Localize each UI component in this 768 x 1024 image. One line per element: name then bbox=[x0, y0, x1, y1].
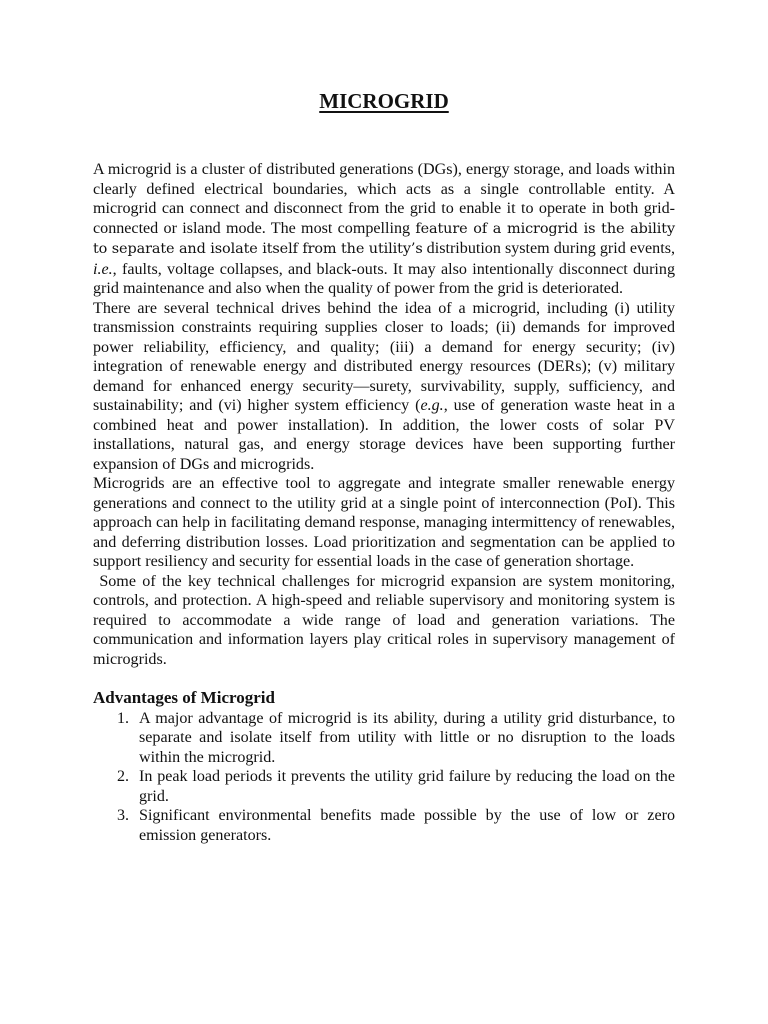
list-item bbox=[93, 806, 675, 845]
intro-text-2: feature of a microgrid is the ability to separate and isolate itself from the utility’s bbox=[93, 220, 675, 257]
list-item-text: In peak load periods it prevents the utility grid failure by reducing the load on the grid. bbox=[139, 768, 675, 805]
challenges-paragraph: Some of the key technical challenges for microgrid expansion are system monitoring, controls, and protection. A high-speed and reliable supervisory and monitoring system is required to accommodate a wide range of load and generation variations. The communication and information layers play critical roles in supervisory management of microgrids. bbox=[93, 572, 680, 668]
list-item-number: 1. bbox=[117, 709, 130, 727]
page-title: MICROGRID bbox=[319, 89, 449, 113]
list-item-text: A major advantage of microgrid is its ability, during a utility grid disturbance, to separate and isolate itself from utility with little or no disruption to the loads within the microgrid. bbox=[139, 709, 675, 766]
intro-text-3: distribution system during grid events, bbox=[422, 240, 675, 257]
document-body bbox=[93, 160, 680, 845]
drives-eg: e.g. bbox=[420, 397, 444, 414]
drives-text-1: There are several technical drives behind the idea of a microgrid, including (i) utility transmission constraints requiring supplies closer to loads; (ii) demands for improved power reliability, efficiency, and quality; (iii) a demand for energy security; (iv) integration of renewable energy and distributed energy resources (DERs); (v) military demand for enhanced energy security—surety, survivability, supply, sufficiency, and sustainability; and (vi) higher system efficiency ( bbox=[93, 299, 675, 414]
advantages-heading: Advantages of Microgrid bbox=[93, 688, 275, 707]
drives-paragraph bbox=[93, 299, 675, 475]
intro-text-1: A microgrid is a cluster of distributed generations (DGs), energy storage, and loads within clearly defined electrical boundaries, which acts as a single controllable entity. A microgrid can connect and disconnect from the grid to enable it to operate in both grid-connected or island mode. The most compelling bbox=[93, 161, 675, 237]
list-item bbox=[93, 709, 675, 768]
intro-ie: i.e. bbox=[93, 260, 113, 278]
tools-paragraph: Microgrids are an effective tool to aggregate and integrate smaller renewable energy generations and connect to the utility grid at a single point of interconnection (PoI). This approach can help in facilitating demand response, managing intermittency of renewables, and deferring distribution losses. Load prioritization and segmentation can be applied to support resiliency and security for essential loads in the case of generation shortage. bbox=[93, 475, 675, 570]
list-item bbox=[93, 767, 675, 806]
intro-text-4: , faults, voltage collapses, and black-outs. It may also intentionally disconnect during grid maintenance and also when the quality of power from the grid is deteriorated. bbox=[93, 260, 675, 297]
intro-paragraph bbox=[93, 160, 675, 299]
list-item-number: 3. bbox=[117, 807, 130, 824]
advantages-list bbox=[93, 709, 675, 846]
list-item-number: 2. bbox=[117, 768, 130, 785]
list-item-text: Significant environmental benefits made possible by the use of low or zero emission generators. bbox=[139, 807, 675, 844]
drives-text-2: , use of generation waste heat in a combined heat and power installation). In addition, the lower costs of solar PV installations, natural gas, and energy storage devices have been supporting further expansion of DGs and microgrids. bbox=[93, 397, 675, 473]
